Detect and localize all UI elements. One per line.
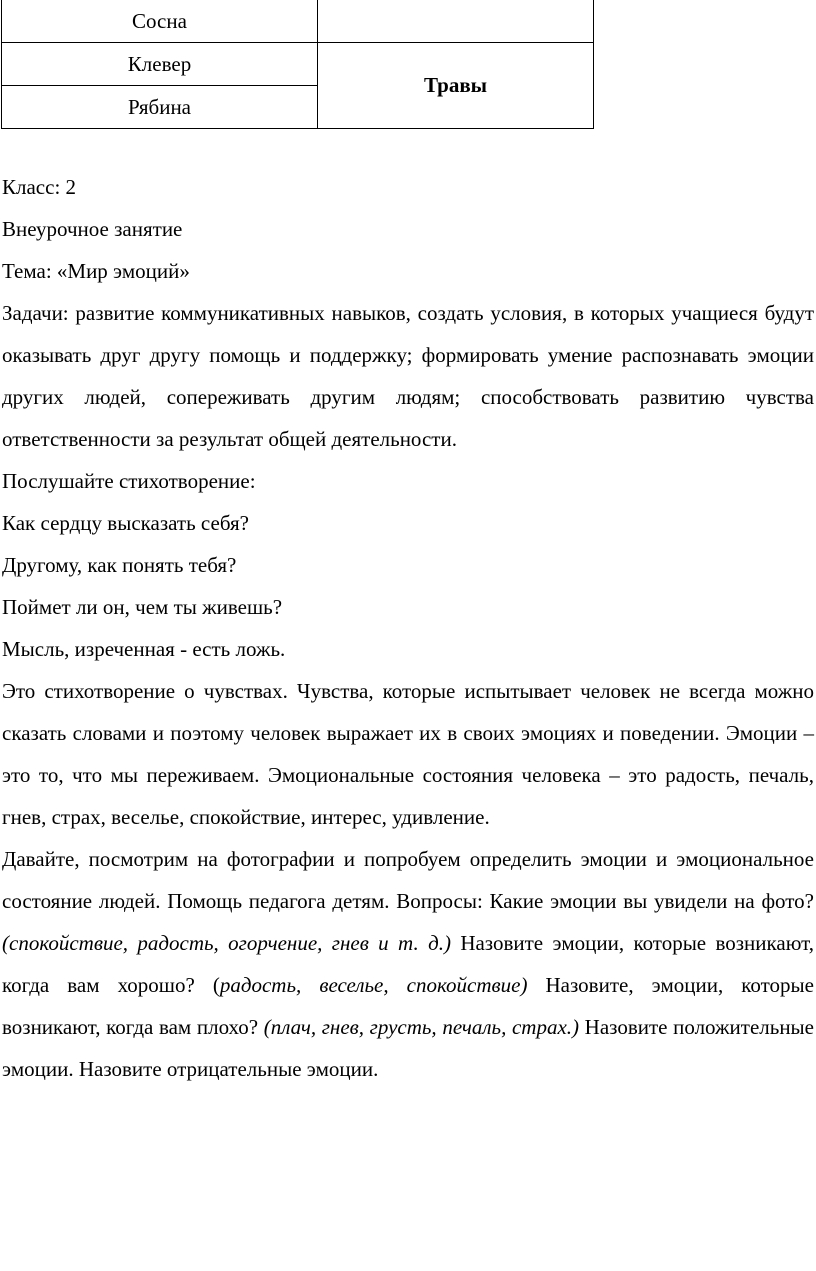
photo-answer-1: (спокойствие, радость, огорчение, гнев и т. д.) [2,931,451,955]
lesson-type-line: Внеурочное занятие [2,217,183,241]
table-cell-clover: Клевер [2,43,318,86]
photo-text-1: Давайте, посмотрим на фотографии и попробуем определить эмоции и эмоциональное состояние людей. Помощь педагога детям. Вопросы: Какие эмоции вы увидели на фото? [2,847,814,913]
table-cell-rowan: Рябина [2,86,318,129]
tasks-paragraph: Задачи: развитие коммуникативных навыков, создать условия, в которых учащиеся будут оказывать друг другу помощь и поддержку; формировать умение распознавать эмоции других людей, сопереживать другим людям; способствовать развитию чувства ответственности за результат общей деятельности. [2,301,814,451]
classification-table [1,0,594,129]
photo-text-4: Назовите положительные эмоции. Назовите отрицательные эмоции. [2,1015,814,1081]
poem-line-4: Мысль, изреченная - есть ложь. [2,637,286,661]
photo-answer-2: радость, веселье, спокойствие) [219,973,528,997]
poem-line-1: Как сердцу высказать себя? [2,511,249,535]
photo-text-2: Назовите эмоции, которые возникают, когда вам хорошо? ( [2,931,815,997]
table-cell-pine: Сосна [2,0,318,43]
lesson-text [2,166,814,1090]
photo-text-3: Назовите, эмоции, которые возникают, когда вам плохо? [2,973,814,1039]
listen-line: Послушайте стихотворение: [2,469,256,493]
feelings-paragraph: Это стихотворение о чувствах. Чувства, которые испытывает человек не всегда можно сказать словами и поэтому человек выражает их в своих эмоциях и поведении. Эмоции – это то, что мы переживаем. Эмоциональные состояния человека – это радость, печаль, гнев, страх, веселье, спокойствие, интерес, удивление. [2,679,814,829]
poem-line-2: Другому, как понять тебя? [2,553,237,577]
poem-line-3: Поймет ли он, чем ты живешь? [2,595,283,619]
photo-answer-3: (плач, гнев, грусть, печаль, страх.) [263,1015,580,1039]
table-cell-empty [318,0,594,43]
photo-questions-paragraph [2,838,814,1090]
topic-line: Тема: «Мир эмоций» [2,259,190,283]
class-line: Класс: 2 [2,175,77,199]
table-cell-grasses: Травы [318,43,594,129]
